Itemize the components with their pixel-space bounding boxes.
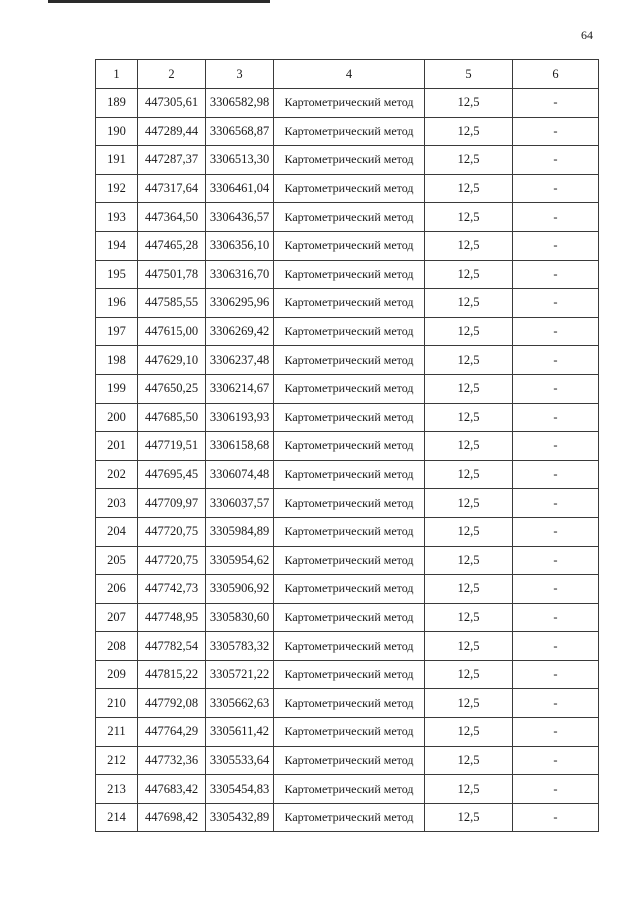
point-number-cell: 210 [96,689,138,718]
x-coordinate-cell: 447709,97 [138,489,206,518]
accuracy-cell: 12,5 [425,403,513,432]
point-number-cell: 198 [96,346,138,375]
header-cell: 6 [513,60,599,89]
accuracy-cell: 12,5 [425,174,513,203]
table-row [96,231,599,260]
accuracy-cell: 12,5 [425,575,513,604]
y-coordinate-cell: 3305432,89 [206,803,274,832]
point-number-cell: 209 [96,660,138,689]
table-row [96,374,599,403]
x-coordinate-cell: 447585,55 [138,289,206,318]
accuracy-cell: 12,5 [425,317,513,346]
x-coordinate-cell: 447287,37 [138,146,206,175]
x-coordinate-cell: 447305,61 [138,89,206,118]
note-cell: - [513,174,599,203]
table-row [96,489,599,518]
y-coordinate-cell: 3306436,57 [206,203,274,232]
note-cell: - [513,432,599,461]
accuracy-cell: 12,5 [425,203,513,232]
header-cell: 4 [274,60,425,89]
method-cell: Картометрический метод [274,260,425,289]
y-coordinate-cell: 3305611,42 [206,718,274,747]
x-coordinate-cell: 447815,22 [138,660,206,689]
accuracy-cell: 12,5 [425,146,513,175]
method-cell: Картометрический метод [274,374,425,403]
y-coordinate-cell: 3306513,30 [206,146,274,175]
method-cell: Картометрический метод [274,775,425,804]
accuracy-cell: 12,5 [425,546,513,575]
y-coordinate-cell: 3306158,68 [206,432,274,461]
accuracy-cell: 12,5 [425,489,513,518]
x-coordinate-cell: 447289,44 [138,117,206,146]
accuracy-cell: 12,5 [425,660,513,689]
y-coordinate-cell: 3305721,22 [206,660,274,689]
x-coordinate-cell: 447650,25 [138,374,206,403]
header-cell: 3 [206,60,274,89]
accuracy-cell: 12,5 [425,374,513,403]
x-coordinate-cell: 447748,95 [138,603,206,632]
table-row [96,346,599,375]
x-coordinate-cell: 447317,64 [138,174,206,203]
y-coordinate-cell: 3305830,60 [206,603,274,632]
note-cell: - [513,718,599,747]
note-cell: - [513,374,599,403]
y-coordinate-cell: 3306037,57 [206,489,274,518]
y-coordinate-cell: 3306316,70 [206,260,274,289]
accuracy-cell: 12,5 [425,260,513,289]
x-coordinate-cell: 447364,50 [138,203,206,232]
y-coordinate-cell: 3305454,83 [206,775,274,804]
table-row [96,746,599,775]
y-coordinate-cell: 3306461,04 [206,174,274,203]
point-number-cell: 208 [96,632,138,661]
point-number-cell: 191 [96,146,138,175]
method-cell: Картометрический метод [274,660,425,689]
y-coordinate-cell: 3305662,63 [206,689,274,718]
note-cell: - [513,231,599,260]
header-cell: 1 [96,60,138,89]
note-cell: - [513,289,599,318]
note-cell: - [513,117,599,146]
point-number-cell: 192 [96,174,138,203]
point-number-cell: 213 [96,775,138,804]
accuracy-cell: 12,5 [425,460,513,489]
method-cell: Картометрический метод [274,203,425,232]
method-cell: Картометрический метод [274,117,425,146]
method-cell: Картометрический метод [274,517,425,546]
note-cell: - [513,346,599,375]
table-row [96,289,599,318]
method-cell: Картометрический метод [274,231,425,260]
y-coordinate-cell: 3306269,42 [206,317,274,346]
x-coordinate-cell: 447629,10 [138,346,206,375]
x-coordinate-cell: 447501,78 [138,260,206,289]
table-row [96,575,599,604]
accuracy-cell: 12,5 [425,775,513,804]
accuracy-cell: 12,5 [425,432,513,461]
point-number-cell: 211 [96,718,138,747]
note-cell: - [513,203,599,232]
note-cell: - [513,575,599,604]
x-coordinate-cell: 447764,29 [138,718,206,747]
table-row [96,803,599,832]
accuracy-cell: 12,5 [425,603,513,632]
table-row [96,203,599,232]
method-cell: Картометрический метод [274,803,425,832]
accuracy-cell: 12,5 [425,89,513,118]
point-number-cell: 189 [96,89,138,118]
table-row [96,117,599,146]
note-cell: - [513,603,599,632]
header-cell: 5 [425,60,513,89]
point-number-cell: 200 [96,403,138,432]
y-coordinate-cell: 3306356,10 [206,231,274,260]
note-cell: - [513,317,599,346]
table-row [96,317,599,346]
method-cell: Картометрический метод [274,460,425,489]
method-cell: Картометрический метод [274,403,425,432]
note-cell: - [513,660,599,689]
point-number-cell: 196 [96,289,138,318]
point-number-cell: 212 [96,746,138,775]
table-row [96,460,599,489]
x-coordinate-cell: 447742,73 [138,575,206,604]
top-rule [48,0,270,3]
table-row [96,546,599,575]
y-coordinate-cell: 3306074,48 [206,460,274,489]
x-coordinate-cell: 447615,00 [138,317,206,346]
note-cell: - [513,517,599,546]
accuracy-cell: 12,5 [425,117,513,146]
point-number-cell: 205 [96,546,138,575]
method-cell: Картометрический метод [274,89,425,118]
y-coordinate-cell: 3306568,87 [206,117,274,146]
note-cell: - [513,146,599,175]
accuracy-cell: 12,5 [425,746,513,775]
y-coordinate-cell: 3305783,32 [206,632,274,661]
accuracy-cell: 12,5 [425,289,513,318]
accuracy-cell: 12,5 [425,803,513,832]
table-row [96,517,599,546]
method-cell: Картометрический метод [274,174,425,203]
point-number-cell: 206 [96,575,138,604]
point-number-cell: 197 [96,317,138,346]
point-number-cell: 199 [96,374,138,403]
y-coordinate-cell: 3305533,64 [206,746,274,775]
x-coordinate-cell: 447695,45 [138,460,206,489]
table-row [96,432,599,461]
x-coordinate-cell: 447720,75 [138,546,206,575]
note-cell: - [513,689,599,718]
point-number-cell: 203 [96,489,138,518]
table-row [96,89,599,118]
point-number-cell: 194 [96,231,138,260]
page-number: 64 [581,28,593,42]
y-coordinate-cell: 3305984,89 [206,517,274,546]
y-coordinate-cell: 3306237,48 [206,346,274,375]
x-coordinate-cell: 447792,08 [138,689,206,718]
method-cell: Картометрический метод [274,432,425,461]
method-cell: Картометрический метод [274,546,425,575]
note-cell: - [513,775,599,804]
method-cell: Картометрический метод [274,489,425,518]
y-coordinate-cell: 3306295,96 [206,289,274,318]
point-number-cell: 193 [96,203,138,232]
y-coordinate-cell: 3306582,98 [206,89,274,118]
method-cell: Картометрический метод [274,317,425,346]
x-coordinate-cell: 447683,42 [138,775,206,804]
table-row [96,775,599,804]
method-cell: Картометрический метод [274,146,425,175]
table-row [96,660,599,689]
table-row [96,603,599,632]
method-cell: Картометрический метод [274,346,425,375]
note-cell: - [513,403,599,432]
note-cell: - [513,489,599,518]
method-cell: Картометрический метод [274,632,425,661]
coordinates-table [95,59,599,832]
x-coordinate-cell: 447698,42 [138,803,206,832]
table-row [96,718,599,747]
accuracy-cell: 12,5 [425,346,513,375]
y-coordinate-cell: 3306214,67 [206,374,274,403]
table-row [96,146,599,175]
table-header-row [96,60,599,89]
table-row [96,632,599,661]
point-number-cell: 202 [96,460,138,489]
method-cell: Картометрический метод [274,575,425,604]
accuracy-cell: 12,5 [425,517,513,546]
method-cell: Картометрический метод [274,689,425,718]
table-row [96,174,599,203]
note-cell: - [513,632,599,661]
point-number-cell: 204 [96,517,138,546]
point-number-cell: 195 [96,260,138,289]
accuracy-cell: 12,5 [425,718,513,747]
note-cell: - [513,460,599,489]
accuracy-cell: 12,5 [425,689,513,718]
x-coordinate-cell: 447732,36 [138,746,206,775]
accuracy-cell: 12,5 [425,632,513,661]
y-coordinate-cell: 3305906,92 [206,575,274,604]
table-row [96,689,599,718]
point-number-cell: 214 [96,803,138,832]
method-cell: Картометрический метод [274,289,425,318]
method-cell: Картометрический метод [274,718,425,747]
x-coordinate-cell: 447719,51 [138,432,206,461]
method-cell: Картометрический метод [274,603,425,632]
table-row [96,403,599,432]
note-cell: - [513,546,599,575]
method-cell: Картометрический метод [274,746,425,775]
note-cell: - [513,89,599,118]
point-number-cell: 190 [96,117,138,146]
y-coordinate-cell: 3306193,93 [206,403,274,432]
x-coordinate-cell: 447782,54 [138,632,206,661]
x-coordinate-cell: 447720,75 [138,517,206,546]
note-cell: - [513,260,599,289]
note-cell: - [513,803,599,832]
accuracy-cell: 12,5 [425,231,513,260]
x-coordinate-cell: 447465,28 [138,231,206,260]
note-cell: - [513,746,599,775]
y-coordinate-cell: 3305954,62 [206,546,274,575]
point-number-cell: 201 [96,432,138,461]
table-body [96,60,599,832]
header-cell: 2 [138,60,206,89]
table-row [96,260,599,289]
x-coordinate-cell: 447685,50 [138,403,206,432]
point-number-cell: 207 [96,603,138,632]
